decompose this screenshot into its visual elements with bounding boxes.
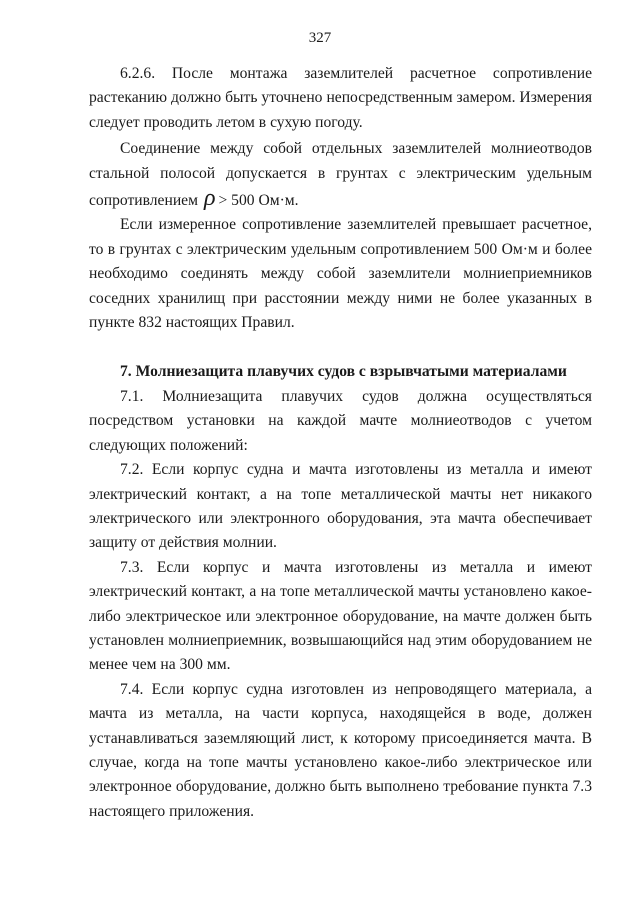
page-number: 327 <box>308 30 332 46</box>
rho-symbol: ρ <box>203 185 216 212</box>
section-heading: 7. Молниезащита плавучих судов с взрывчатыми материалами <box>120 363 567 381</box>
paragraph-7-3: 7.3. Если корпус и мачта изготовлены из металла и имеют электрический контакт, а на топе металлической мачты установлено какое-либо электрическое или электронное оборудование, на мачте должен быть установлен молниеприемник, возвышающийся над этим оборудованием не менее чем на 300 мм. <box>89 558 592 674</box>
paragraph-6-2-6: 6.2.6. После монтажа заземлителей расчетное сопротивление растеканию должно быть уточнено непосредственным замером. Измерения следует проводить летом в сухую погоду. <box>89 65 592 131</box>
resistance-threshold: > 500 Ом·м. <box>218 192 299 210</box>
paragraph-7-2: 7.2. Если корпус судна и мачта изготовлены из металла и имеют электрический контакт, а на топе металлической мачты нет никакого электрического или электронного оборудования, эта мачта обеспечивает защиту от действия молнии. <box>89 461 592 552</box>
paragraph-strip-connection-text: Соединение между собой отдельных заземлителей молниеотводов стальной полосой допускается в грунтах с электрическим удельным сопротивлением <box>89 140 592 210</box>
document-body <box>89 62 592 824</box>
paragraph-7-1: 7.1. Молниезащита плавучих судов должна осуществляться посредством установки на каждой мачте молниеотводов с учетом следующих положений: <box>89 387 592 454</box>
paragraph-7-4: 7.4. Если корпус судна изготовлен из непроводящего материала, а мачта из металла, на части корпуса, находящейся в воде, должен устанавливаться заземляющий лист, к которому присоединяется мачта. В случае, когда на топе мачты установлено какое-либо электрическое или электронное оборудование, должно быть выполнено требование пункта 7.3 настоящего приложения. <box>89 680 592 820</box>
paragraph-measured-resistance: Если измеренное сопротивление заземлителей превышает расчетное, то в грунтах с электрическим удельным сопротивлением 500 Ом·м и более необходимо соединять между собой заземлители молниеприемников соседних хранилищ при расстоянии между ними не более указанных в пункте 832 настоящих Правил. <box>89 216 592 332</box>
paragraph-strip-connection <box>89 137 592 213</box>
